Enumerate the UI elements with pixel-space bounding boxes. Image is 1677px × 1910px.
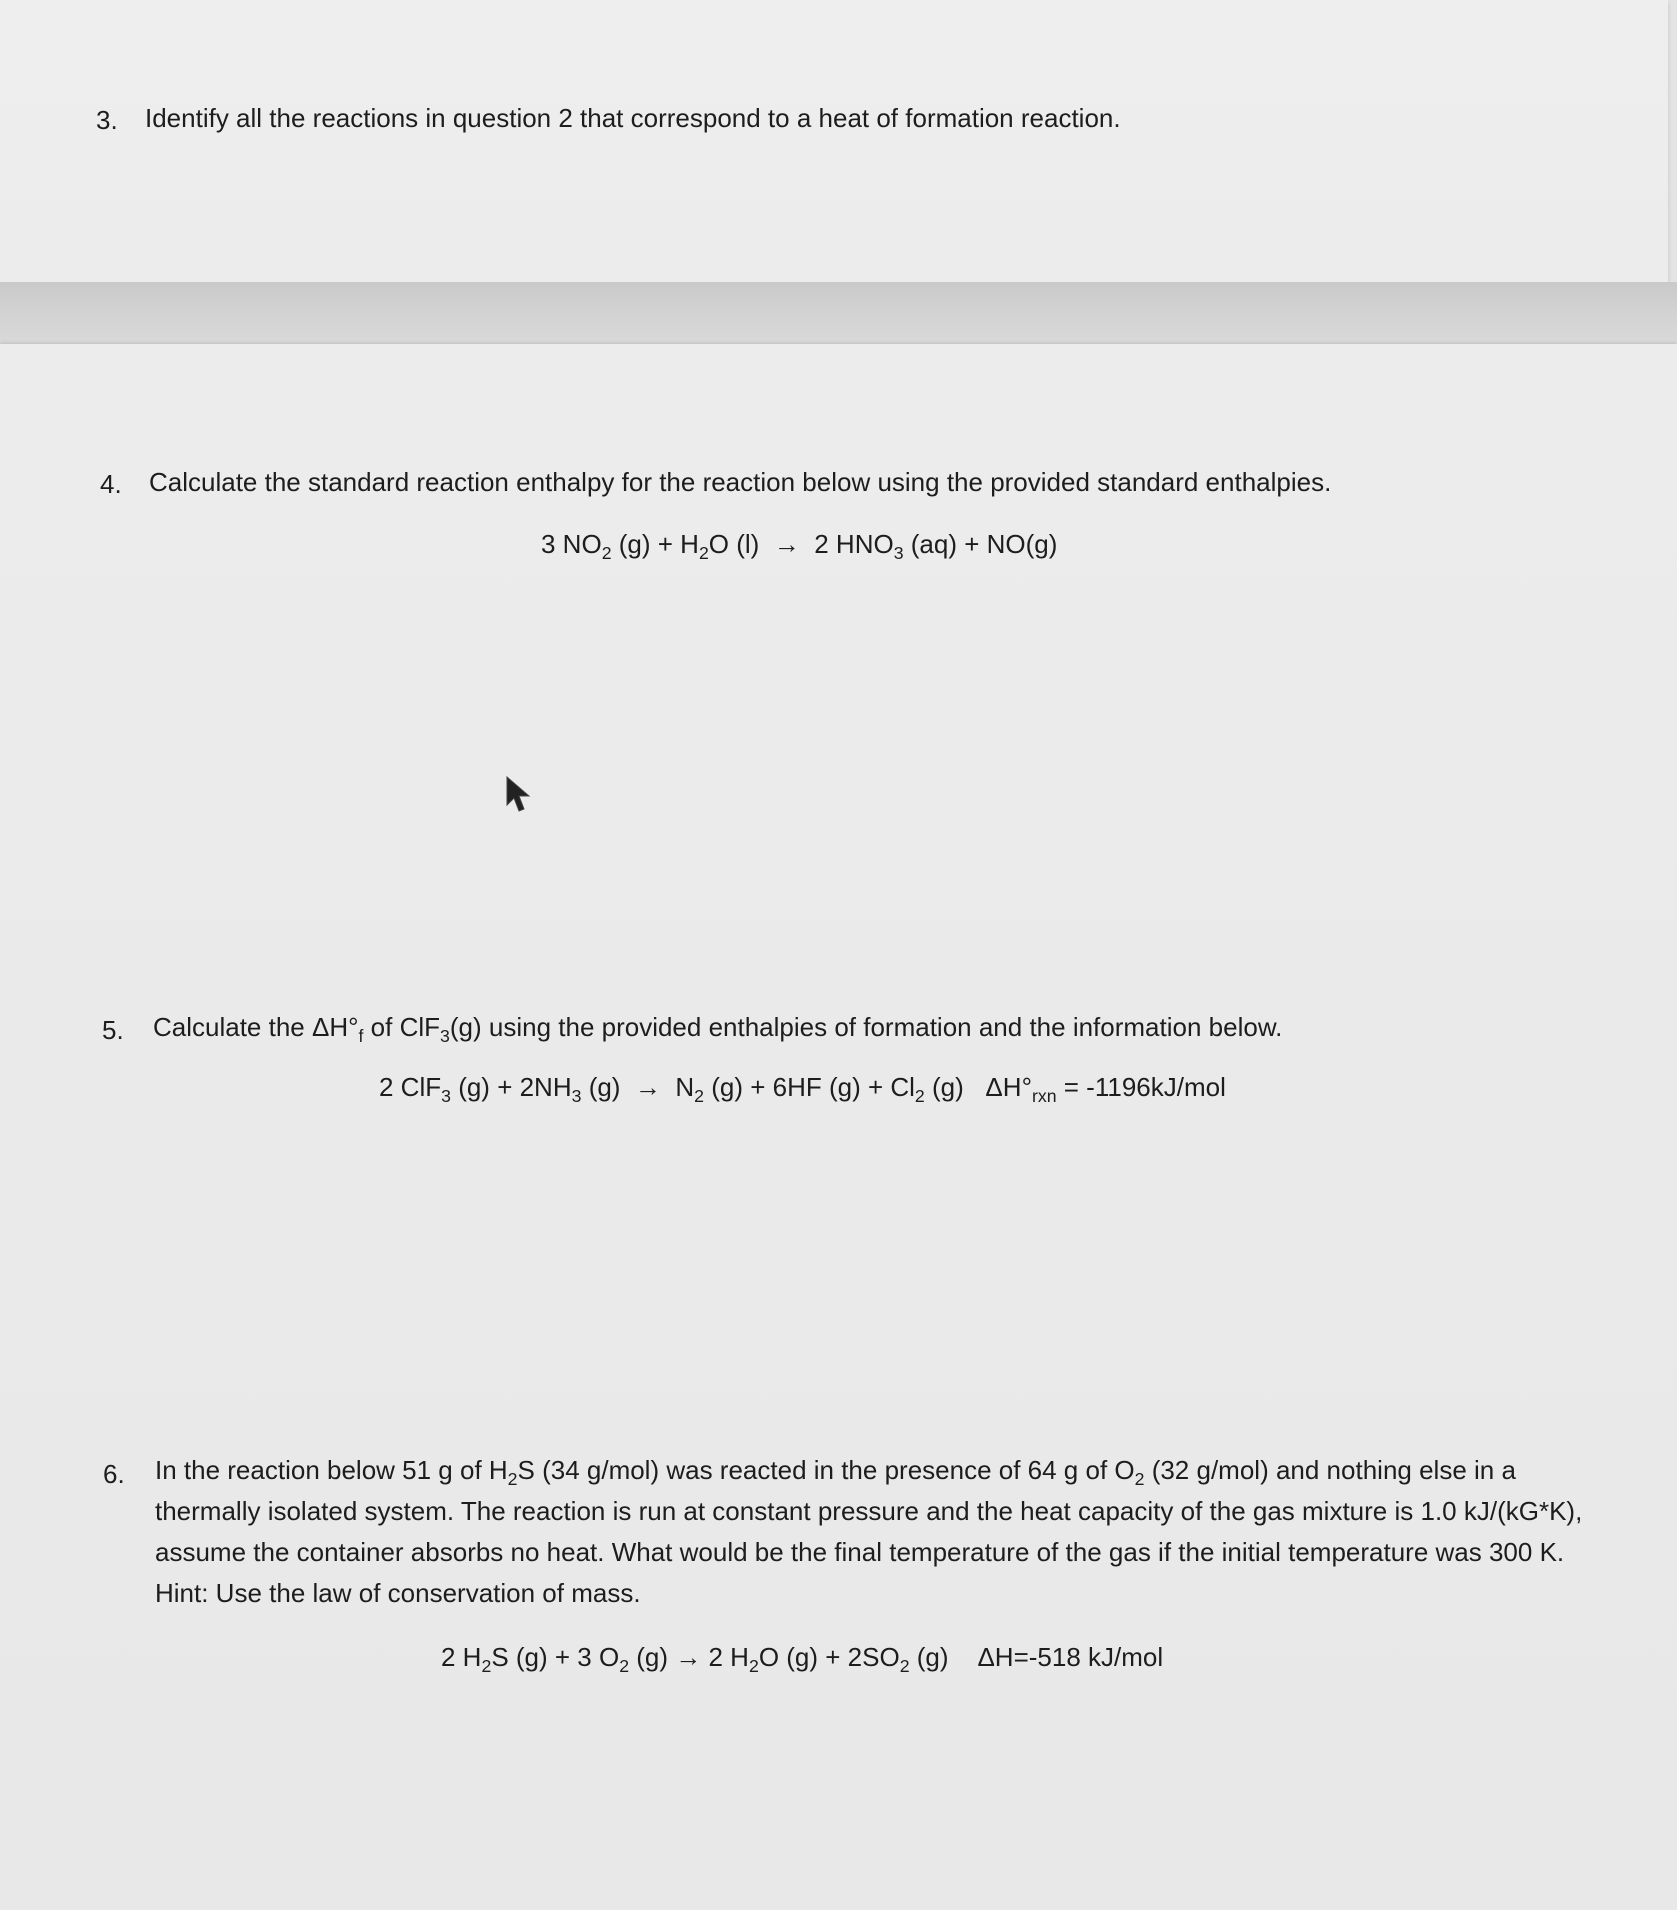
question-6-text: In the reaction below 51 g of $H_2S$ (34 g/mol) was reacted in the presence of 64 g of $O_2$ (32 g/mol) and nothing else in a thermally isolated system. The reaction is run at constant pressure and the heat capacity of the gas mixture is 1.0 kJ/(kG*K), assume the container absorbs no heat. What would be the final temperature of the gas if the initial temperature was 300 K. Hint: Use the law of conservation of mass.: [155, 1455, 1583, 1608]
question-6-equation: 2 $H_2S$ (g) + 3 $O_2$ (g) → 2 $H_2O$ $(g) + 2SO_2$ (g) ΔH=-518 kJ/mol: [441, 1642, 1164, 1677]
question-4-equation: 3 $NO_2$ $(g) + H_2O$ (l) → 2 $HNO_3$ (aq) + NO(g): [541, 529, 1058, 564]
question-5-text: Calculate the $\Delta H^\circ_f$ of ClF$_3$(g) using the provided enthalpies of formation and the information below.: [153, 1012, 1283, 1047]
mouse-pointer-arrow-icon: [505, 775, 535, 817]
question-6-number: 6.: [103, 1459, 125, 1489]
question-3-text: Identify all the reactions in question 2 that correspond to a heat of formation reaction.: [145, 103, 1121, 133]
question-4-number: 4.: [100, 469, 122, 499]
question-5-equation: 2 ClF$_3$ $(g) + 2NH_3$ $(g) \to N_2$ (g) + 6HF $(g) + Cl_2$ (g) $\Delta H^\circ_{rxn} = -1196kJ/mol$: [379, 1072, 1226, 1107]
worksheet-page-main: [0, 344, 1677, 1910]
question-4-text: Calculate the standard reaction enthalpy for the reaction below using the provided standard enthalpies.: [149, 467, 1332, 497]
question-5-number: 5.: [102, 1015, 124, 1045]
worksheet-page-top: [0, 0, 1668, 282]
question-3-number: 3.: [96, 105, 118, 135]
